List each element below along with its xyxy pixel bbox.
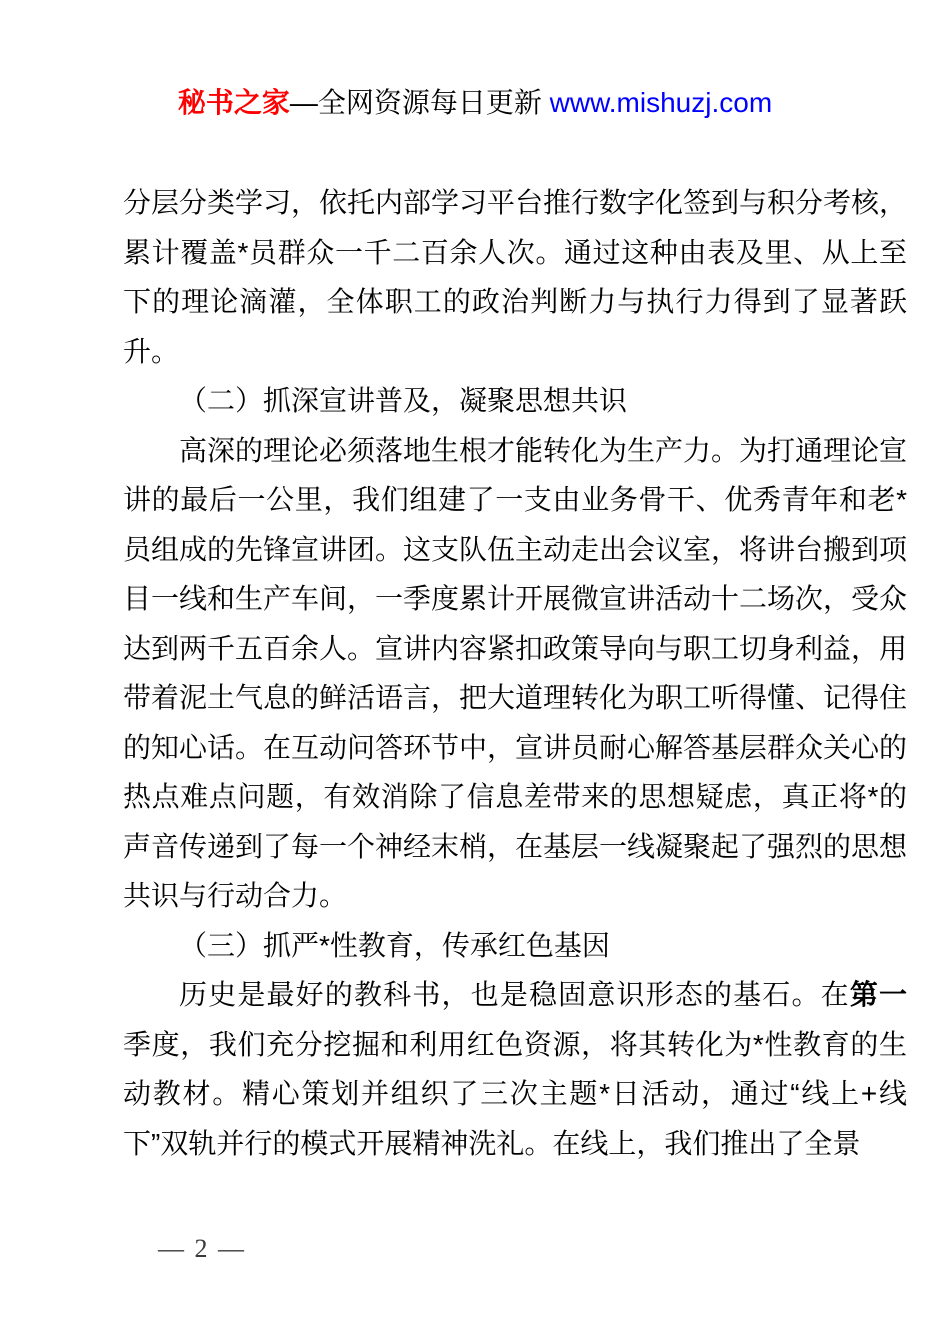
page-number: — 2 — — [158, 1234, 246, 1263]
site-brand: 秘书之家 — [177, 87, 290, 118]
section-heading-two: （二）抓深宣讲普及，凝聚思想共识 — [179, 385, 628, 416]
paragraph-theory-learning: 分层分类学习，依托内部学习平台推行数字化签到与积分考核，累计覆盖*员群众一千二百余人次。通过这种由表及里、从上至下的理论滴灌，全体职工的政治判断力与执行力得到了显著跃升。 — [123, 187, 908, 367]
header-tagline: —全网资源每日更新 — [289, 87, 550, 118]
document-header — [0, 86, 950, 120]
paragraph-preaching-team: 高深的理论必须落地生根才能转化为生产力。为打通理论宣讲的最后一公里，我们组建了一支由业务骨干、优秀青年和老*员组成的先锋宣讲团。这支队伍主动走出会议室，将讲台搬到项目一线和生产车间，一季度累计开展微宣讲活动十二场次，受众达到两千五百余人。宣讲内容紧扣政策导向与职工切身利益，用带着泥土气息的鲜活语言，把大道理转化为职工听得懂、记得住的知心话。在互动问答环节中，宣讲员耐心解答基层群众关心的热点难点问题，有效消除了信息差带来的思想疑虑，真正将*的声音传递到了每一个神经末梢，在基层一线凝聚起了强烈的思想共识与行动合力。 — [123, 434, 908, 911]
document-body — [123, 178, 907, 1168]
paragraph-red-education — [123, 970, 907, 1168]
section-heading-three: （三）抓严*性教育，传承红色基因 — [179, 929, 610, 961]
page-footer — [158, 1234, 246, 1264]
red-education-text-end: 季度，我们充分挖掘和利用红色资源，将其转化为*性教育的生动教材。精心策划并组织了三次主题*日活动，通过“线上+线下”双轨并行的模式开展精神洗礼。在线上，我们推出了全景 — [123, 1028, 907, 1159]
site-url-link[interactable]: www.mishuzj.com — [549, 87, 773, 118]
red-education-text-start: 历史是最好的教科书，也是稳固意识形态的基石。在 — [179, 979, 850, 1010]
red-education-bold-text: 第一 — [849, 979, 907, 1010]
